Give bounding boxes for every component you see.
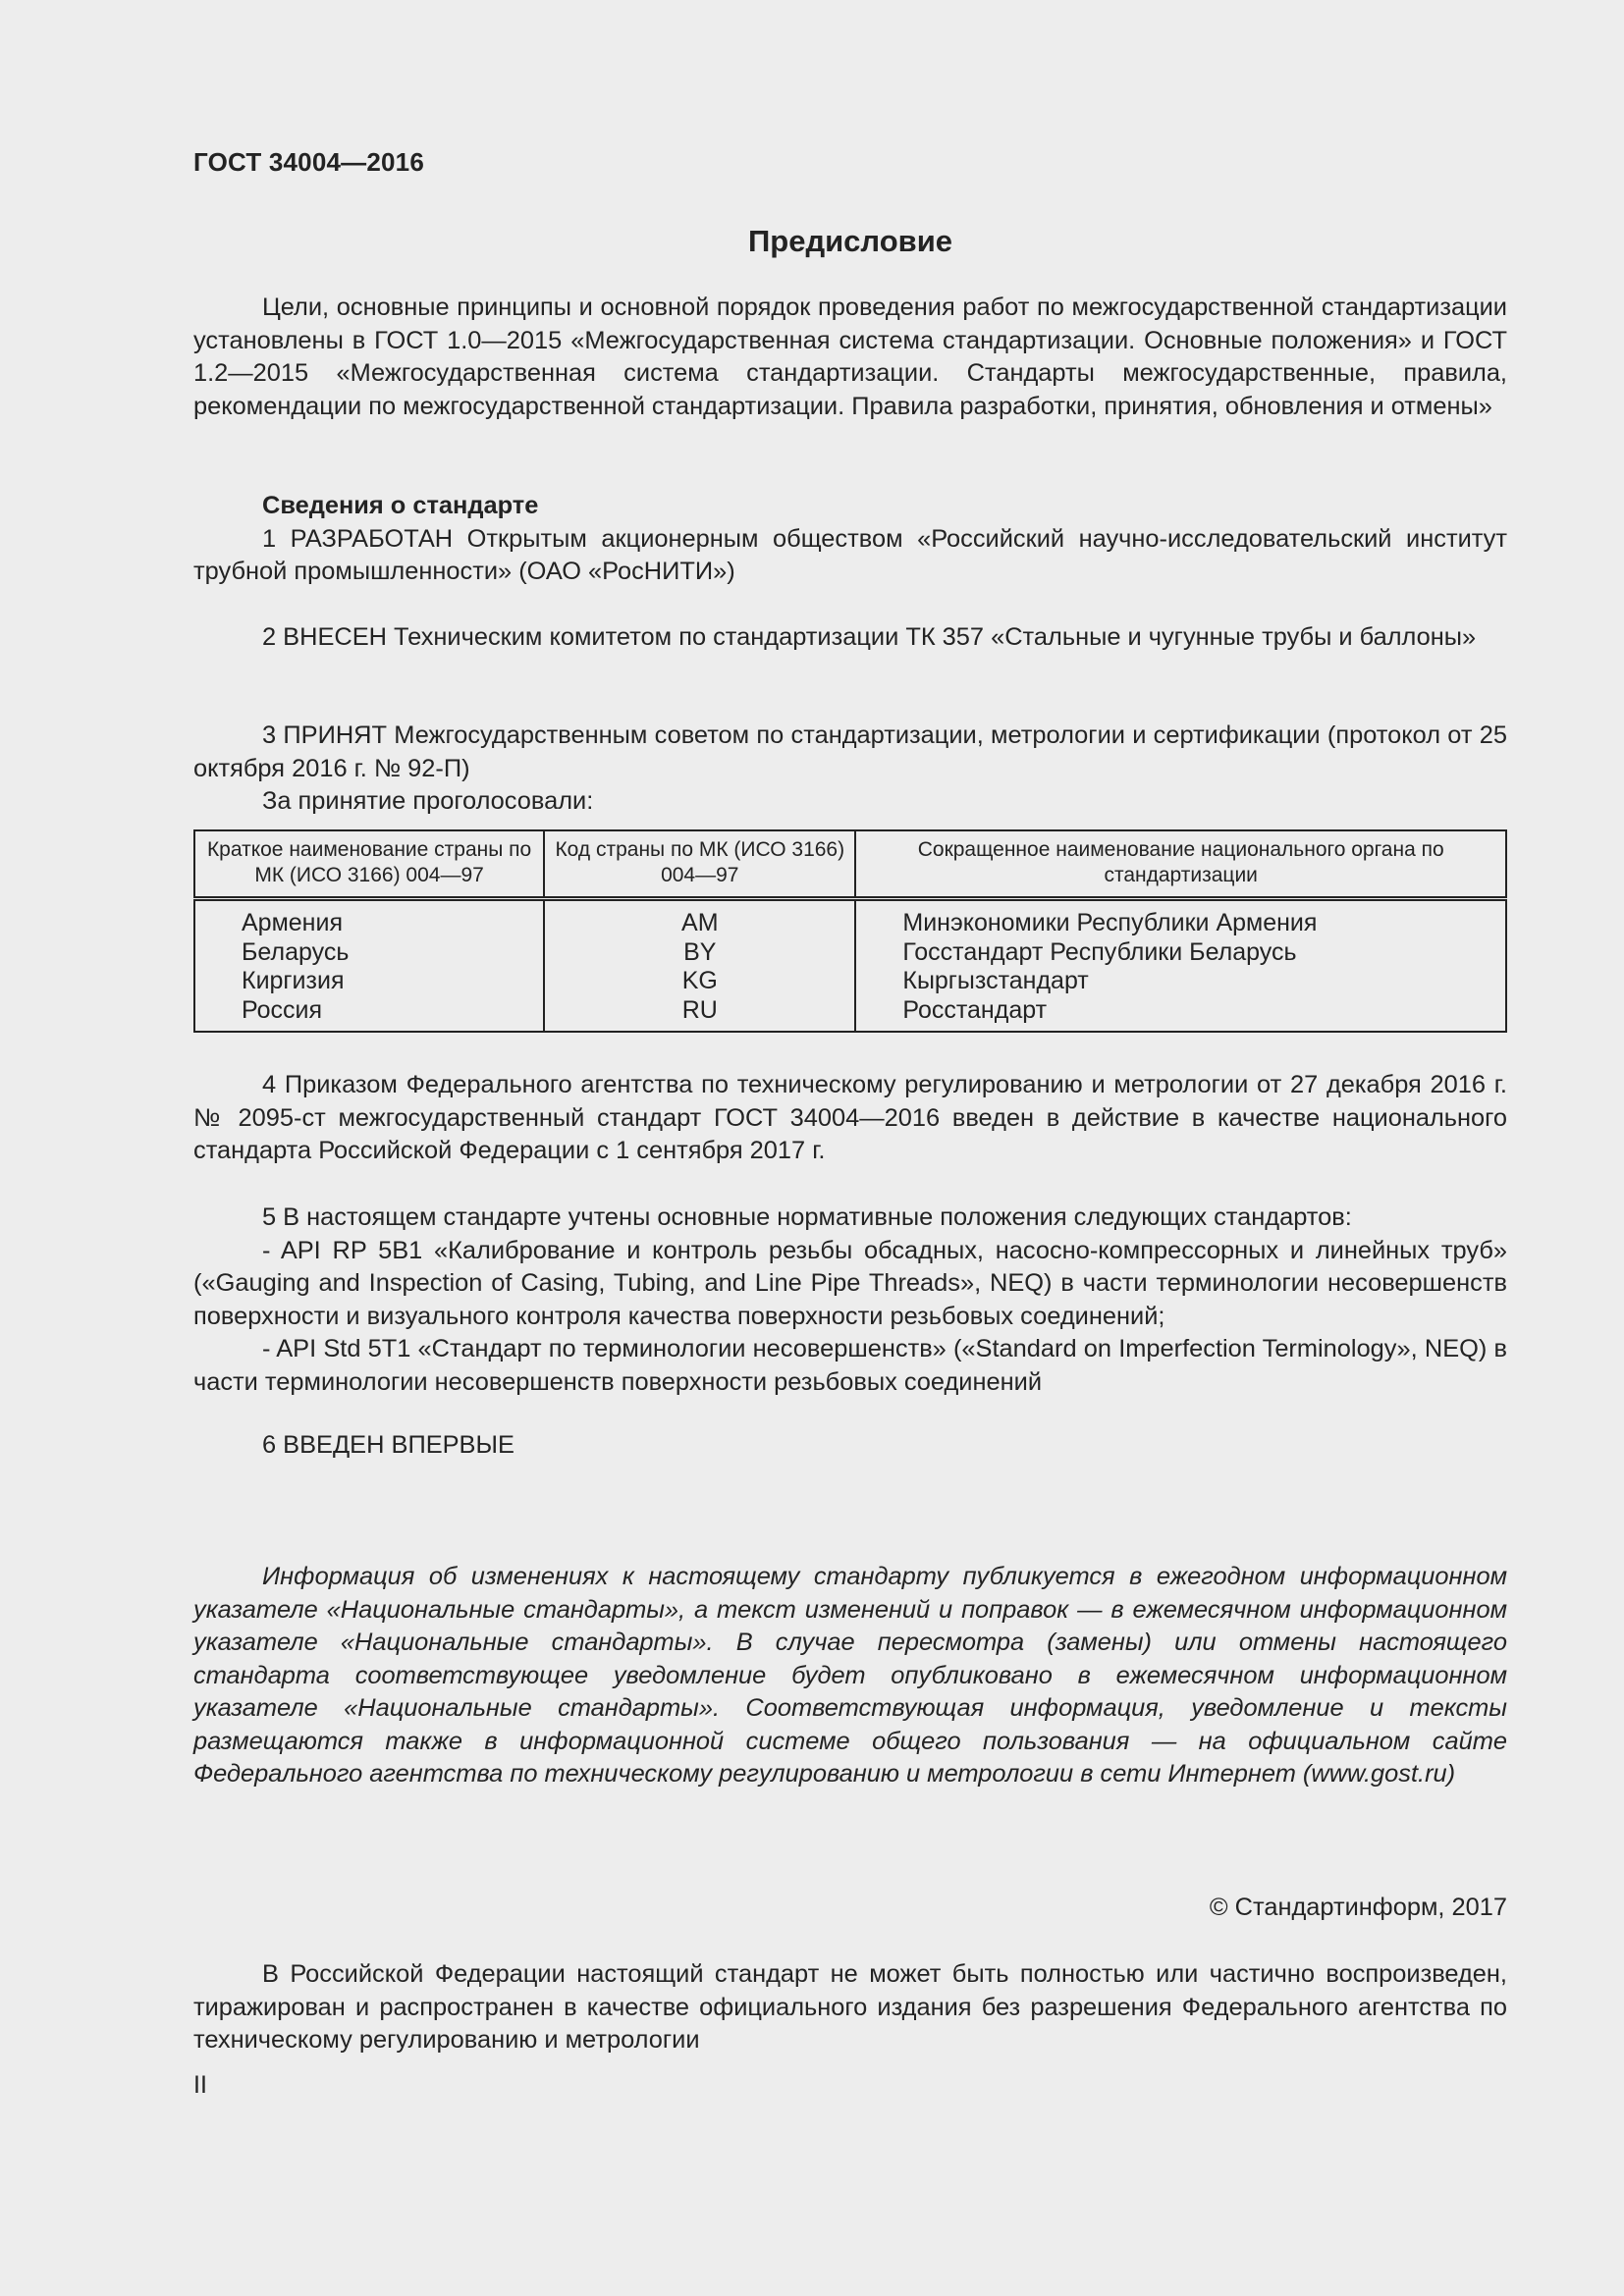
country-name: Армения [242,909,343,936]
info-item-3-block [193,720,1507,819]
info-item-5-b: - API Std 5T1 «Стандарт по терминологии несовершенств» («Standard on Imperfection Terminology», NEQ) в части терминологии несовершенств поверхности резьбовых соединений [193,1335,1507,1396]
header-country-code: Код страны по МК (ИСО 3166) 004—97 [544,830,855,899]
info-item-6-block [193,1429,1507,1463]
intro-paragraph [193,292,1507,423]
country-code: RU [681,995,718,1024]
standard-info-section [193,490,1507,589]
table-header-row [194,830,1506,899]
info-item-2: 2 ВНЕСЕН Техническим комитетом по стандартизации ТК 357 «Стальные и чугунные трубы и баллоны» [262,623,1477,651]
page-title: Предисловие [747,224,952,258]
info-item-5-a: - API RP 5B1 «Калибрование и контроль резьбы обсадных, насосно-компрессорных и линейных труб» («Gauging and Inspection of Casing, Tubing, and Line Pipe Threads», NEQ) в части терминологии несовершенств поверхности и визуального контроля качества поверхности резьбовых соединений; [193,1236,1507,1330]
info-item-6: 6 ВВЕДЕН ВПЕРВЫЕ [262,1431,514,1459]
national-body: Минэкономики Республики Армения [902,909,1318,936]
info-item-5-block [193,1201,1507,1399]
voted-label: За принятие проголосовали: [262,787,594,815]
change-notice-text: Информация об изменениях к настоящему стандарту публикуется в ежегодном информационном указателе «Национальные стандарты», а текст изменений и поправок — в ежемесячном информационном указателе «Национальные стандарты». В случае пересмотра (замены) или отмены настоящего стандарта соответствующее уведомление будет опубликовано в ежемесячном информационном указателе «Национальные стандарты». Соответствующая информация, уведомление и тексты размещаются также в информационной системе общего пользования — на официальном сайте Федерального агентства по техническому регулированию и метрологии в сети Интернет (www.gost.ru) [193,1563,1507,1788]
copyright-line: © Стандартинформ, 2017 [1209,1894,1507,1921]
country-code-list [545,901,854,1031]
table-body-row [194,899,1506,1033]
info-item-2-block [193,621,1507,655]
voting-table [193,829,1507,1033]
info-item-4-block [193,1069,1507,1168]
national-body-list [856,901,1505,1031]
intro-text: Цели, основные принципы и основной порядок проведения работ по межгосударственной стандартизации установлены в ГОСТ 1.0—2015 «Межгосударственная система стандартизации. Основные положения» и ГОСТ 1.2—2015 «Межгосударственная система стандартизации. Стандарты межгосударственные, правила, рекомендации по межгосударственной стандартизации. Правила разработки, принятия, обновления и отмены» [193,294,1507,420]
country-name: Россия [242,995,322,1024]
info-item-1: 1 РАЗРАБОТАН Открытым акционерным обществом «Российский научно-исследовательский институт трубной промышленности» (ОАО «РосНИТИ») [193,524,1507,585]
national-body: Росстандарт [902,995,1048,1024]
country-name-list [195,901,543,1031]
standard-info-heading: Сведения о стандарте [262,492,539,519]
info-item-5: 5 В настоящем стандарте учтены основные нормативные положения следующих стандартов: [262,1203,1352,1231]
country-code: KG [681,967,718,994]
header-national-body: Сокращенное наименование национального органа по стандартизации [855,830,1506,899]
info-item-3: 3 ПРИНЯТ Межгосударственным советом по стандартизации, метрологии и сертификации (протокол от 25 октября 2016 г. № 92-П) [193,721,1507,782]
rights-text: В Российской Федерации настоящий стандарт не может быть полностью или частично воспроизведен, тиражирован и распространен в качестве официального издания без разрешения Федерального агентства по техническому регулированию и метрологии [193,1960,1507,2054]
change-notice-block [193,1561,1507,1791]
header-country-name: Краткое наименование страны по МК (ИСО 3166) 004—97 [194,830,544,899]
country-name: Киргизия [242,967,345,994]
country-name: Беларусь [242,937,350,966]
rights-block [193,1958,1507,2057]
national-body: Кыргызстандарт [902,967,1089,994]
national-body: Госстандарт Республики Беларусь [902,937,1297,966]
document-code: ГОСТ 34004—2016 [193,147,424,177]
country-code: BY [683,937,717,966]
country-code: AM [681,909,719,936]
page-number: II [193,2071,207,2099]
info-item-4: 4 Приказом Федерального агентства по техническому регулированию и метрологии от 27 декабря 2016 г. № 2095-ст межгосударственный стандарт ГОСТ 34004—2016 введен в действие в качестве национального стандарта Российской Федерации с 1 сентября 2017 г. [193,1071,1507,1164]
